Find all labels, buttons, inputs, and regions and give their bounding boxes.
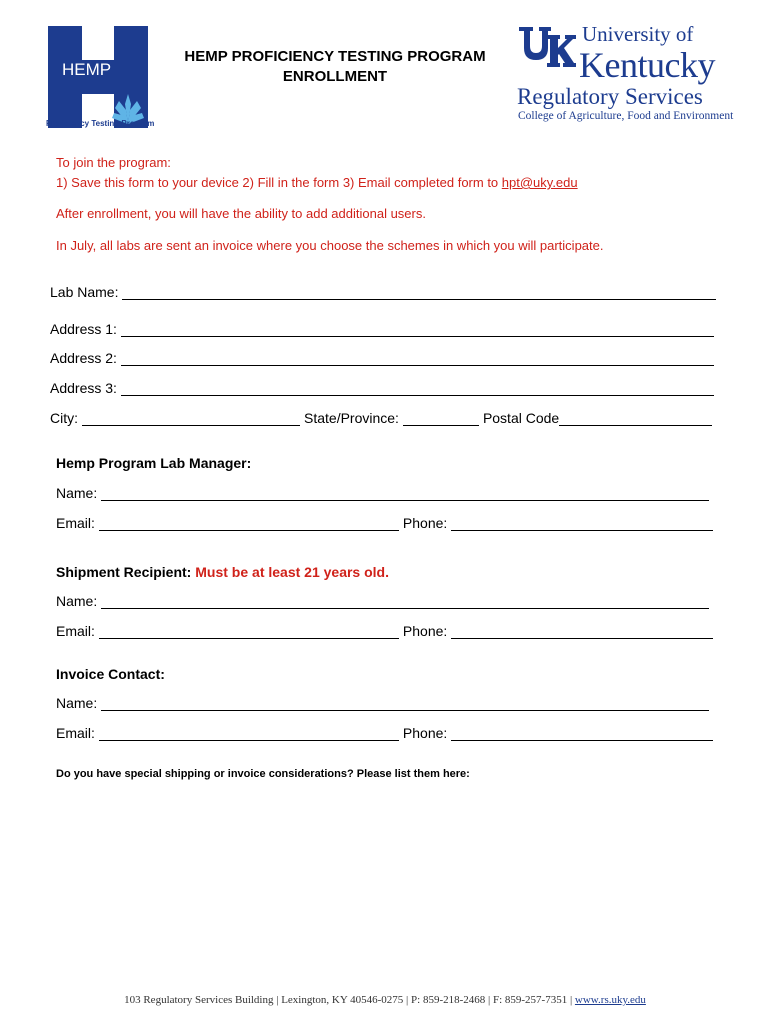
address1-label: Address 1:	[50, 321, 117, 337]
manager-phone-field[interactable]	[451, 516, 713, 531]
manager-phone-label: Phone:	[402, 515, 448, 531]
manager-email-field[interactable]	[99, 516, 399, 531]
footer-separator-2: |	[567, 994, 575, 1006]
lab-name-row	[50, 284, 716, 300]
address2-label: Address 2:	[50, 350, 117, 366]
footer-separator: |	[485, 994, 493, 1006]
title-line-2: ENROLLMENT	[282, 68, 388, 85]
lab-name-field[interactable]	[122, 285, 716, 300]
intro-invoice: In July, all labs are sent an invoice where you choose the schemes in which you will participate.	[56, 238, 604, 253]
footer-fax: F: 859-257-7351	[492, 994, 568, 1006]
hemp-logo-text: HEMP	[62, 60, 112, 79]
invoice-contact-row	[56, 725, 713, 741]
intro-steps	[56, 175, 578, 190]
special-considerations-prompt: Do you have special shipping or invoice considerations? Please list them here:	[56, 768, 470, 780]
invoice-phone-label: Phone:	[402, 725, 448, 741]
manager-name-label: Name:	[56, 485, 98, 501]
city-field[interactable]	[82, 411, 300, 426]
address1-row	[50, 321, 714, 337]
hemp-logo-caption: Proficiency Testing Program	[46, 119, 155, 128]
manager-email-label: Email:	[56, 515, 95, 531]
shipment-phone-label: Phone:	[402, 623, 448, 639]
address3-row	[50, 380, 714, 396]
uk-logo	[517, 24, 577, 79]
uk-kentucky-text: Kentucky	[579, 45, 715, 85]
manager-name-field[interactable]	[101, 486, 709, 501]
shipment-phone-field[interactable]	[451, 624, 713, 639]
state-label: State/Province:	[304, 410, 399, 426]
website-link[interactable]: www.rs.uky.edu	[574, 994, 646, 1006]
intro-join: To join the program:	[56, 155, 171, 170]
invoice-phone-field[interactable]	[451, 726, 713, 741]
invoice-section-title: Invoice Contact:	[56, 666, 165, 682]
invoice-name-label: Name:	[56, 695, 98, 711]
shipment-section-title	[56, 564, 389, 580]
city-row	[50, 410, 712, 426]
shipment-email-field[interactable]	[99, 624, 399, 639]
manager-name-row	[56, 485, 709, 501]
uk-college-text: College of Agriculture, Food and Environment	[518, 110, 734, 122]
address2-row	[50, 350, 714, 366]
title-line-1: HEMP PROFICIENCY TESTING PROGRAM	[184, 48, 486, 65]
invoice-email-label: Email:	[56, 725, 95, 741]
email-link[interactable]: hpt@uky.edu	[501, 175, 578, 190]
address3-field[interactable]	[121, 381, 714, 396]
city-label: City:	[50, 410, 78, 426]
invoice-name-field[interactable]	[101, 696, 709, 711]
footer-phone: P: 859-218-2468	[411, 994, 486, 1006]
intro-after: After enrollment, you will have the ability to add additional users.	[56, 206, 426, 221]
shipment-contact-row	[56, 623, 713, 639]
manager-contact-row	[56, 515, 713, 531]
shipment-name-label: Name:	[56, 593, 98, 609]
age-warning: Must be at least 21 years old.	[195, 564, 389, 580]
address3-label: Address 3:	[50, 380, 117, 396]
page-title	[150, 47, 520, 87]
lab-name-label: Lab Name:	[50, 284, 119, 300]
shipment-name-row	[56, 593, 709, 609]
invoice-email-field[interactable]	[99, 726, 399, 741]
uk-university-text: University of	[582, 22, 694, 46]
intro-steps-text: 1) Save this form to your device 2) Fill in the form 3) Email completed form to	[56, 175, 502, 190]
manager-section-title: Hemp Program Lab Manager:	[56, 455, 252, 471]
uk-regulatory-text: Regulatory Services	[517, 84, 703, 109]
address1-field[interactable]	[121, 322, 714, 337]
address2-field[interactable]	[121, 351, 714, 366]
postal-label: Postal Code	[482, 410, 560, 426]
footer-address: 103 Regulatory Services Building | Lexington, KY 40546-0275 |	[124, 994, 412, 1006]
state-field[interactable]	[403, 411, 479, 426]
shipment-name-field[interactable]	[101, 594, 709, 609]
invoice-name-row	[56, 695, 709, 711]
shipment-title: Shipment Recipient:	[56, 564, 192, 580]
footer	[0, 994, 770, 1006]
special-considerations-field[interactable]	[56, 788, 714, 978]
postal-field[interactable]	[559, 411, 712, 426]
shipment-email-label: Email:	[56, 623, 95, 639]
